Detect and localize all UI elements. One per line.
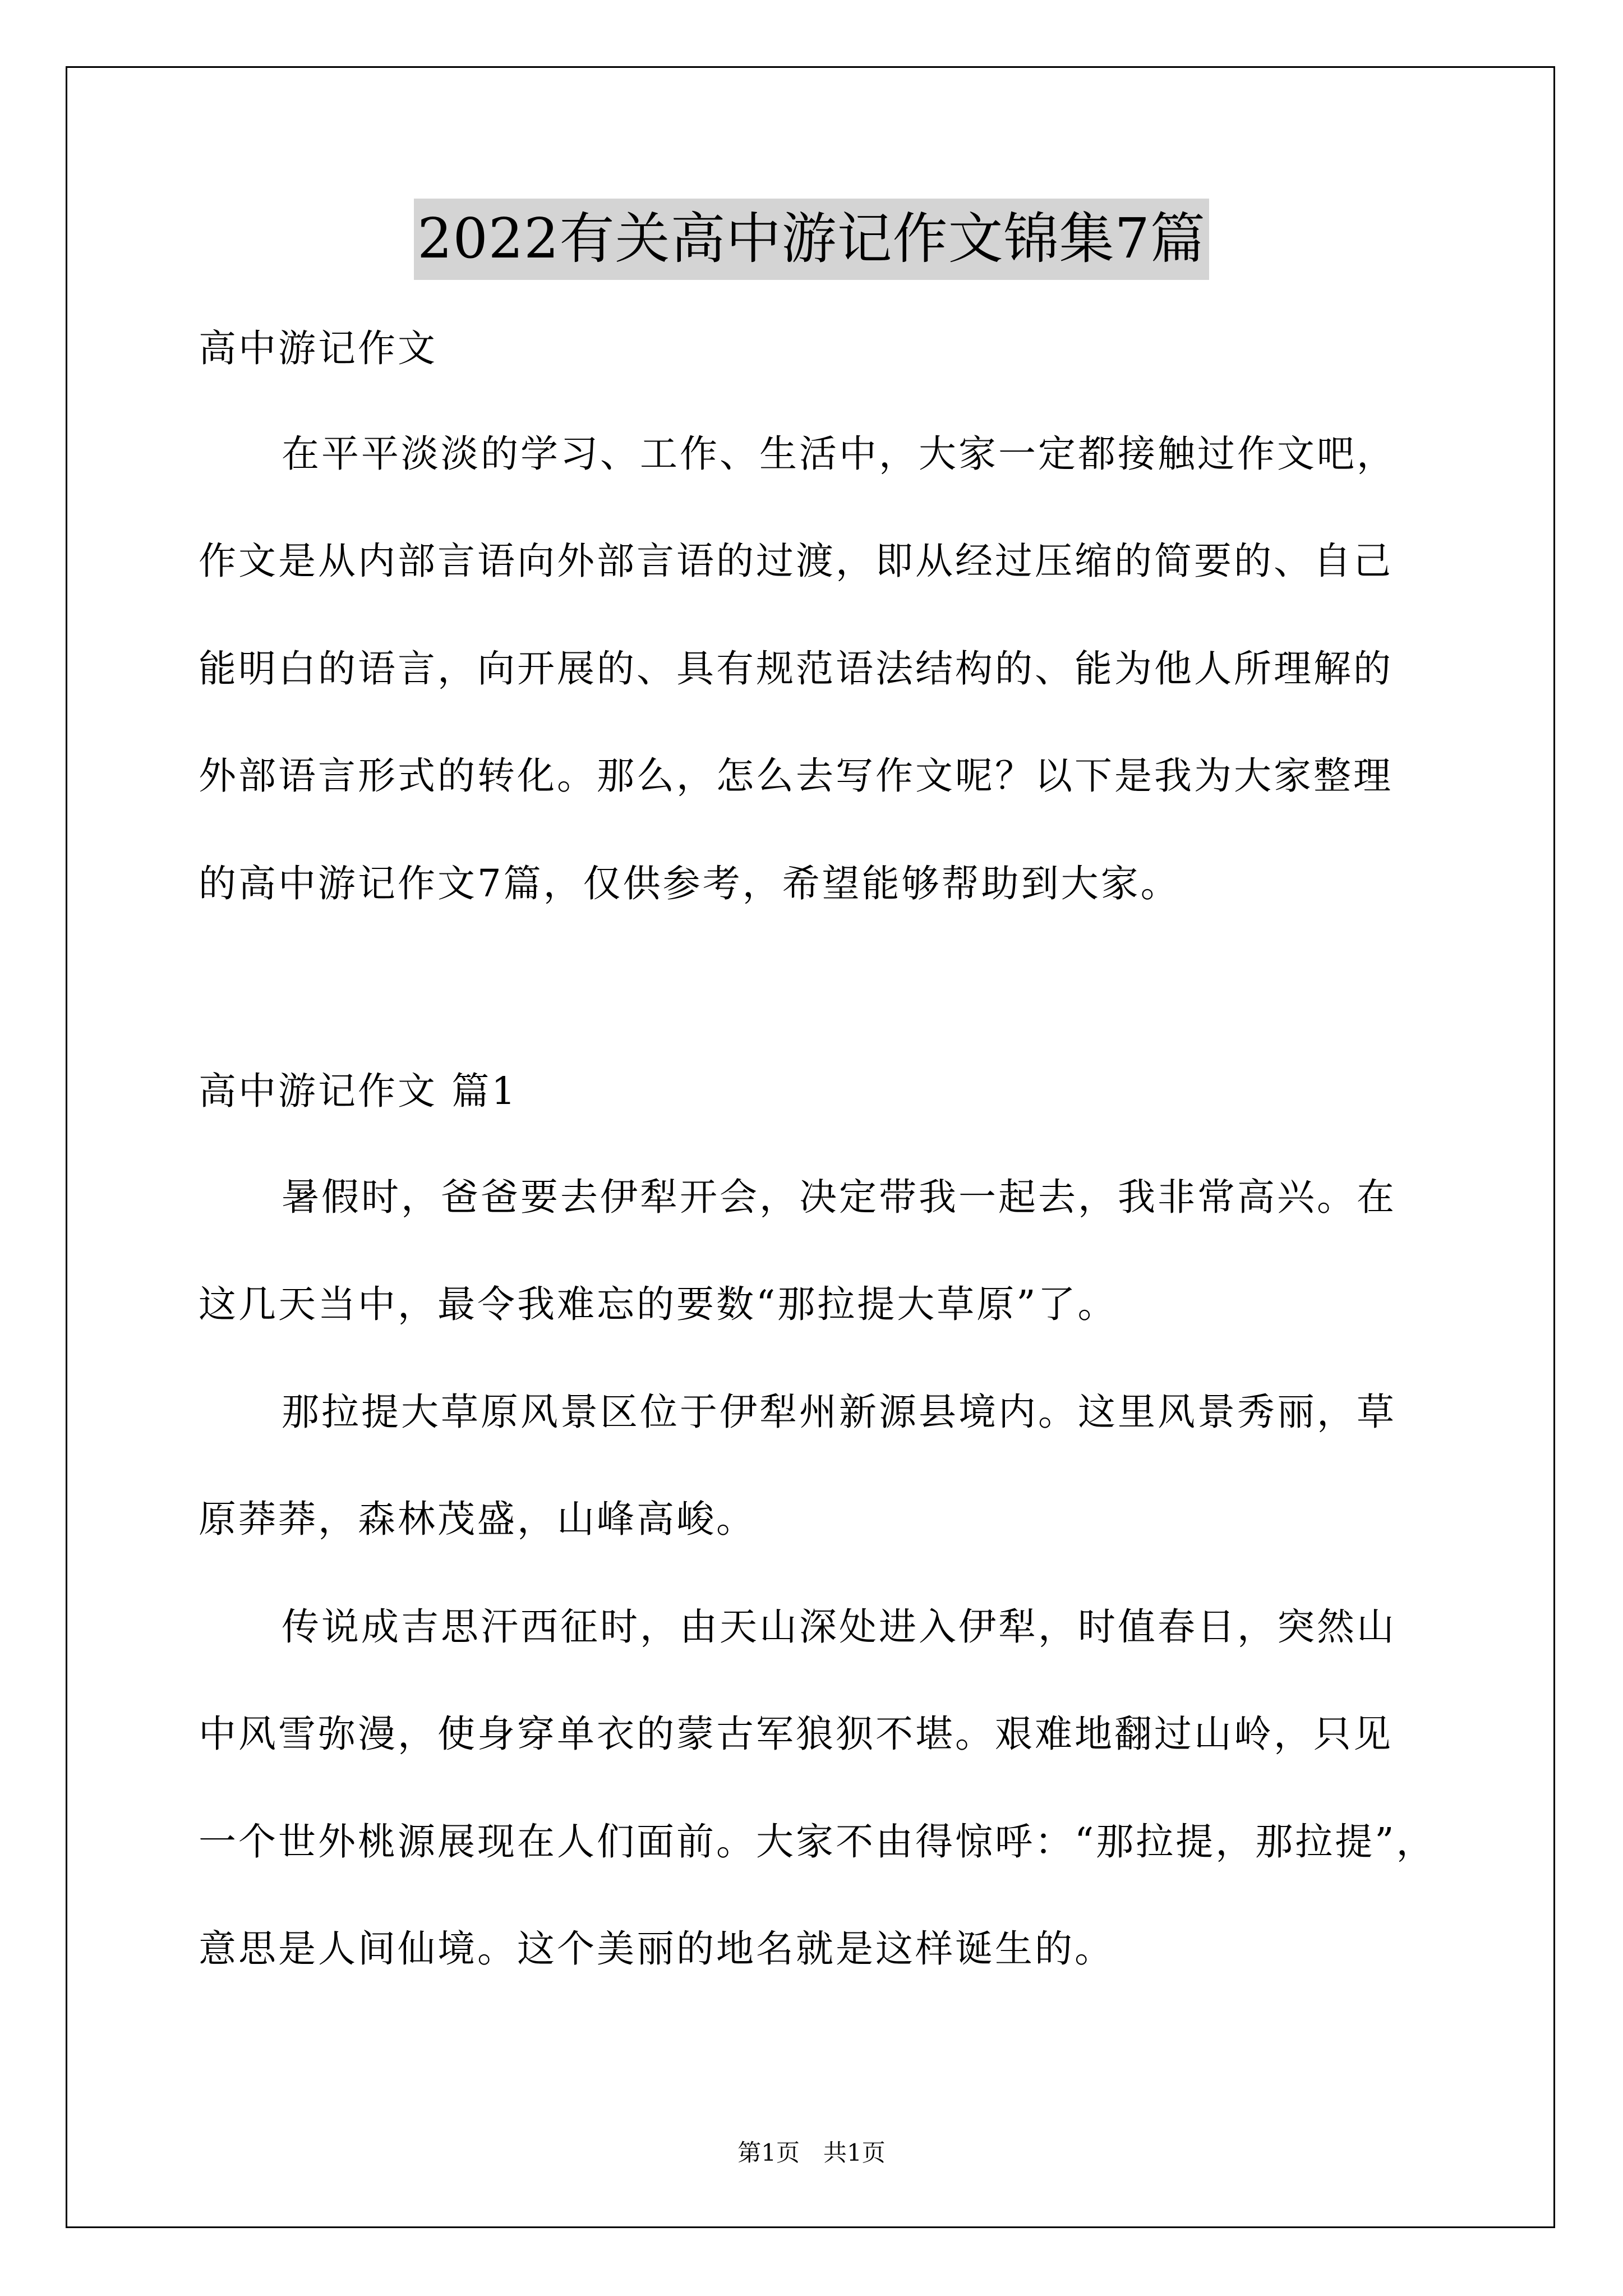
paragraph-line: 暑假时，爸爸要去伊犁开会，决定带我一起去，我非常高兴。在 xyxy=(282,1175,1396,1219)
intro-line: 能明白的语言，向开展的、具有规范语法结构的、能为他人所理解的 xyxy=(199,647,1393,691)
paragraph-line: 原莽莽，森林茂盛，山峰高峻。 xyxy=(199,1497,756,1541)
intro-line: 外部语言形式的转化。那么，怎么去写作文呢？以下是我为大家整理 xyxy=(199,754,1393,798)
intro-line: 的高中游记作文7篇，仅供参考，希望能够帮助到大家。 xyxy=(199,862,1181,905)
page-border xyxy=(66,66,1555,2228)
page-total: 共1页 xyxy=(823,2139,886,2166)
intro-line: 作文是从内部言语向外部言语的过渡，即从经过压缩的简要的、自己 xyxy=(199,539,1393,583)
paragraph-line: 这几天当中，最令我难忘的要数“那拉提大草原”了。 xyxy=(199,1282,1118,1326)
intro-line: 在平平淡淡的学习、工作、生活中，大家一定都接触过作文吧， xyxy=(282,432,1396,476)
paragraph-line: 那拉提大草原风景区位于伊犁州新源县境内。这里风景秀丽，草 xyxy=(282,1390,1396,1434)
document-title: 2022有关高中游记作文锦集7篇 xyxy=(414,199,1209,280)
paragraph-line: 一个世外桃源展现在人们面前。大家不由得惊呼：“那拉提，那拉提”， xyxy=(199,1820,1436,1864)
title-container xyxy=(0,199,1623,280)
section-heading: 高中游记作文 篇1 xyxy=(199,1069,518,1113)
intro-heading: 高中游记作文 xyxy=(199,326,437,370)
paragraph-line: 中风雪弥漫，使身穿单衣的蒙古军狼狈不堪。艰难地翻过山岭，只见 xyxy=(199,1712,1393,1756)
page-number: 第1页 xyxy=(737,2139,800,2166)
page-footer xyxy=(0,2136,1623,2170)
paragraph-line: 意思是人间仙境。这个美丽的地名就是这样诞生的。 xyxy=(199,1927,1114,1971)
paragraph-line: 传说成吉思汗西征时，由天山深处进入伊犁，时值春日，突然山 xyxy=(282,1605,1396,1649)
